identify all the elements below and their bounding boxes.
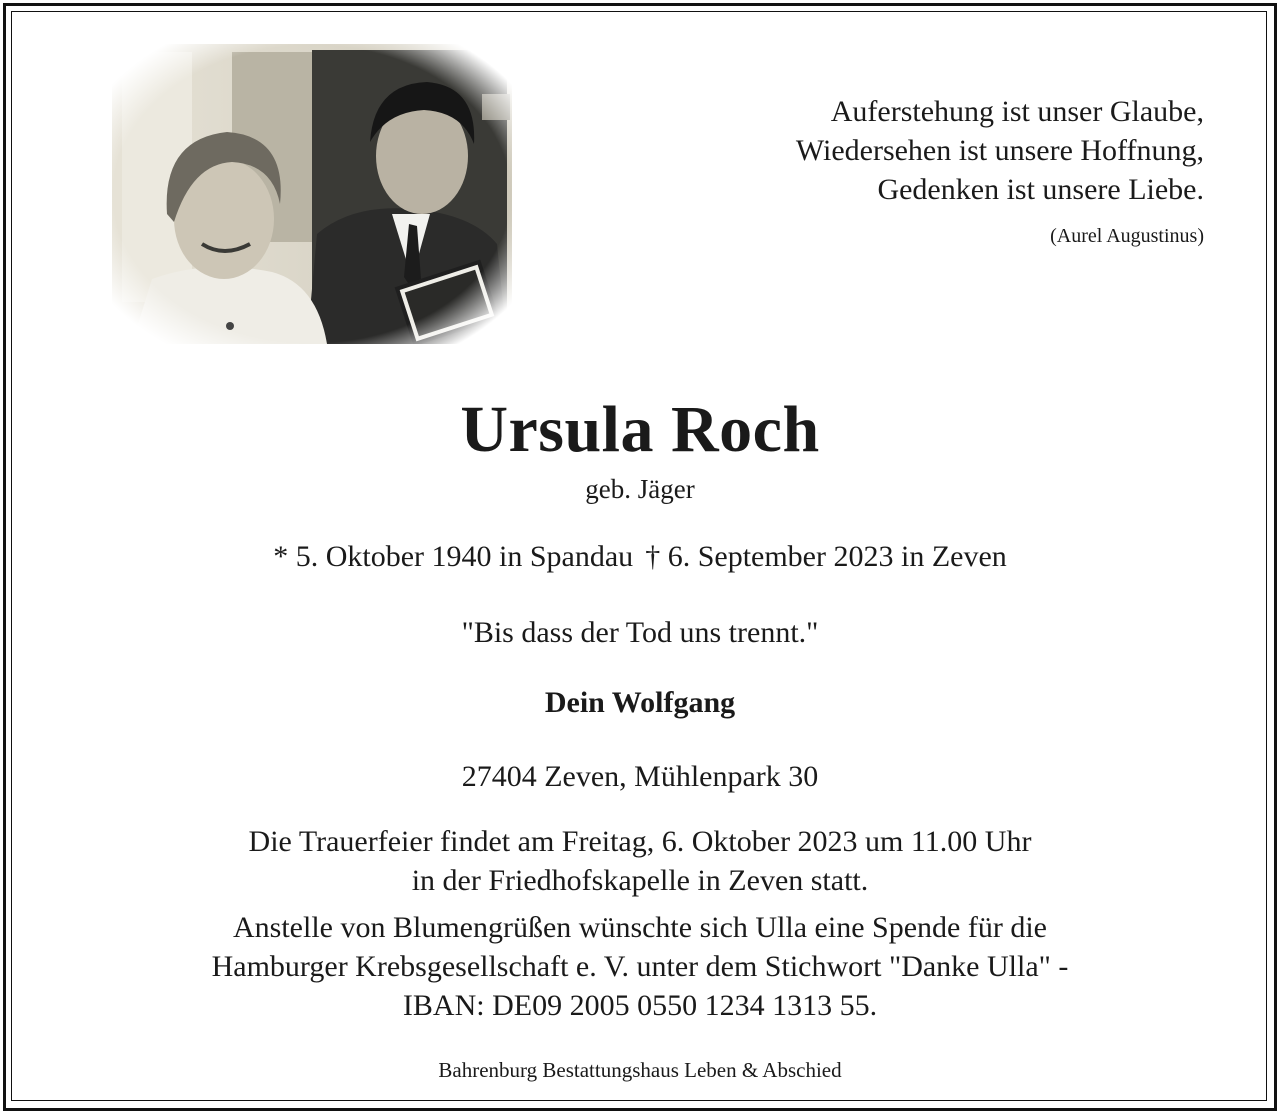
funeral-home: Bahrenburg Bestattungshaus Leben & Abschied	[438, 1058, 842, 1082]
ceremony-info	[0, 822, 1280, 900]
memorial-quote	[796, 92, 1204, 249]
quote-line: Wiedersehen ist unsere Hoffnung,	[795, 134, 1204, 167]
donation-info	[0, 908, 1280, 1025]
maiden-name: geb. Jäger	[585, 474, 695, 504]
donation-line: IBAN: DE09 2005 0550 1234 1313 55.	[402, 989, 878, 1022]
signer: Dein Wolfgang	[544, 686, 736, 719]
deceased-name: Ursula Roch	[460, 393, 820, 466]
death-date: † 6. September 2023 in Zeven	[645, 540, 1007, 573]
motto: "Bis dass der Tod uns trennt."	[461, 616, 819, 649]
life-dates	[0, 538, 1280, 576]
ceremony-line: in der Friedhofskapelle in Zeven statt.	[411, 864, 869, 897]
quote-line: Auferstehung ist unser Glaube,	[830, 95, 1204, 128]
address: 27404 Zeven, Mühlenpark 30	[461, 760, 819, 793]
donation-line: Anstelle von Blumengrüßen wünschte sich Ulla eine Spende für die	[233, 911, 1047, 944]
quote-line: Gedenken ist unsere Liebe.	[877, 173, 1204, 206]
birth-date: * 5. Oktober 1940 in Spandau	[273, 540, 634, 573]
quote-attribution: (Aurel Augustinus)	[1050, 225, 1204, 247]
couple-portrait-photo	[112, 44, 512, 344]
ceremony-line: Die Trauerfeier findet am Freitag, 6. Oktober 2023 um 11.00 Uhr	[248, 825, 1032, 858]
donation-line: Hamburger Krebsgesellschaft e. V. unter dem Stichwort "Danke Ulla" -	[211, 950, 1069, 983]
